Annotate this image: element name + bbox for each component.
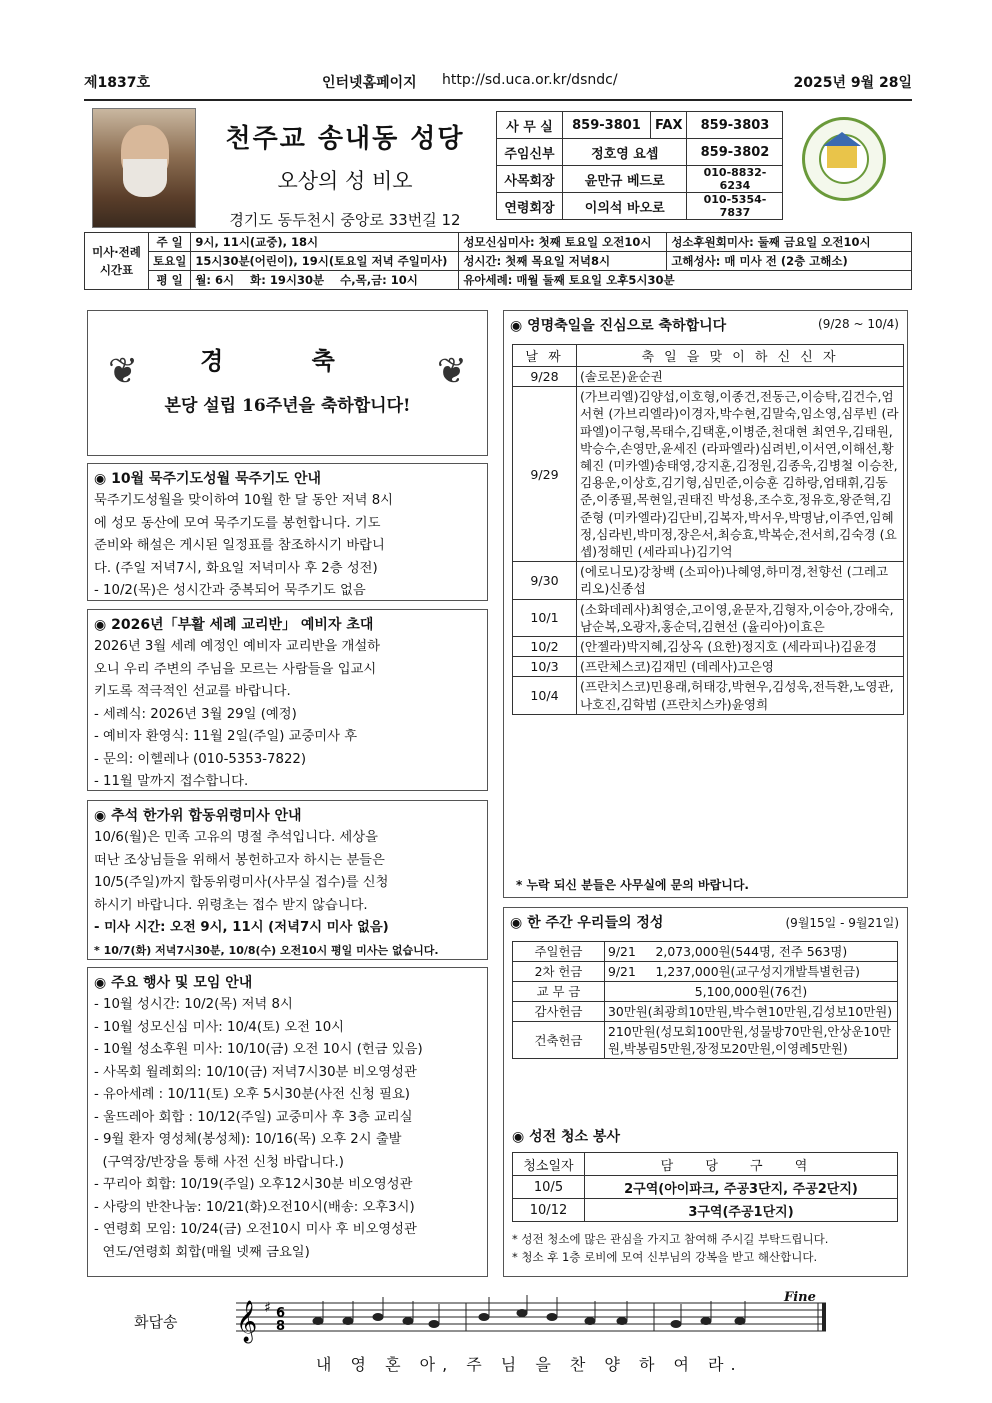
chuseok-notice [87, 800, 488, 960]
rosary-line: 에 성모 동산에 모여 묵주기도를 봉헌합니다. 기도 [94, 515, 381, 531]
rosary-body [88, 490, 487, 603]
offering-table [512, 941, 898, 1059]
chuseok-line: 10/5(주일)까지 합동위령미사(사무실 접수)를 신청 [94, 875, 389, 890]
issue-date: 2025년 9월 28일 [793, 75, 912, 91]
table-row [513, 562, 904, 599]
feast-names: (안젤라)박지혜,김상옥 (요한)정지호 (세라피나)김윤경 [577, 637, 904, 657]
pastor-label: 주임신부 [497, 139, 563, 166]
church-title-block [200, 118, 490, 230]
svg-text:♯: ♯ [264, 1300, 271, 1316]
fax-number: 859-3803 [687, 112, 783, 139]
table-row [513, 657, 904, 677]
cleaning-area: 2구역(아이파크, 주공3단지, 주공2단지) [585, 1176, 898, 1199]
event-item: - 사랑의 반찬나눔: 10/21(화)오전10시(배송: 오후3시) [94, 1199, 415, 1215]
cleaning-table [512, 1152, 898, 1222]
feast-names: (프란치스코)민용래,허태강,박현우,김성욱,전득환,노영관,나호진,김학범 (프란치스카)윤영희 [577, 677, 904, 714]
svg-text:6: 6 [276, 1306, 286, 1321]
cleaning-note: * 성전 청소에 많은 관심을 가지고 참여해 주시길 부탁드립니다. [512, 1232, 829, 1246]
portrait-beard [123, 159, 167, 197]
offering-label: 감사헌금 [513, 1002, 605, 1022]
feast-date: 10/1 [513, 599, 577, 636]
offering-title: ◉ 한 주간 우리들의 정성 [510, 915, 664, 931]
events-notice [87, 967, 488, 1277]
schedule-title: 미사·전례 시간표 [85, 233, 149, 290]
top-divider [84, 99, 912, 101]
cleaning-area: 3구역(주공1단지) [585, 1199, 898, 1222]
schedule-infant-baptism: 유아세례: 매월 둘째 토요일 오후5시30분 [459, 271, 912, 290]
event-item: - 10월 성모신심 미사: 10/4(토) 오전 10시 [94, 1019, 345, 1035]
cleaning-notes [512, 1230, 828, 1266]
events-title: ◉ 주요 행사 및 모임 안내 [94, 975, 253, 991]
floral-ornament-right-icon: ❦ [436, 351, 467, 392]
catechumen-line: - 세례식: 2026년 3월 29일 (예정) [94, 706, 297, 722]
event-item: 연도/연령회 회합(매월 넷째 금요일) [94, 1244, 310, 1260]
feast-date: 10/4 [513, 677, 577, 714]
schedule-vocation-mass: 성소후원회미사: 둘째 금요일 오전10시 [667, 233, 912, 252]
chuseok-note: * 10/7(화) 저녁7시30분, 10/8(수) 오전10시 평일 미사는 없습니다. [94, 943, 439, 957]
offering-value: 5,100,000원(76건) [605, 982, 898, 1002]
catechumen-line: - 11월 말까지 접수합니다. [94, 774, 249, 789]
event-item: - 10월 성소후원 미사: 10/10(금) 오전 10시 (헌금 있음) [94, 1042, 423, 1057]
rosary-title: ◉ 10월 묵주기도성월 묵주기도 안내 [94, 471, 322, 487]
chuseok-line: 떠난 조상님들을 위해서 봉헌하고자 하시는 분들은 [94, 852, 385, 868]
feast-names: (프란체스코)김재민 (데레사)고은영 [577, 657, 904, 677]
feast-date: 10/3 [513, 657, 577, 677]
catechumen-body [88, 636, 487, 794]
rosary-line: 다. (주일 저녁7시, 화요일 저녁미사 후 2층 성전) [94, 560, 378, 576]
chuseok-title: ◉ 추석 한가위 합동위령미사 안내 [94, 808, 302, 824]
offering-label: 주일헌금 [513, 942, 605, 962]
feast-names: (솔로몬)윤순권 [577, 367, 904, 387]
music-staff [230, 1295, 830, 1345]
fax-label: FAX [651, 112, 687, 139]
seal-house [827, 146, 857, 168]
table-row [513, 1022, 898, 1059]
catechumen-line: 키도록 적극적인 선교를 바랍니다. [94, 684, 291, 699]
offering-header [504, 908, 907, 934]
feast-date: 9/28 [513, 367, 577, 387]
table-row [513, 1199, 898, 1222]
offering-value: 30만원(최광희10만원,박수현10만원,김성보10만원) [605, 1002, 898, 1022]
issue-number: 제1837호 [84, 75, 151, 91]
patron-portrait [92, 108, 196, 228]
homepage-link[interactable]: http://sd.uca.or.kr/dsndc/ [442, 72, 618, 88]
rosary-line: - 10/2(목)은 성시간과 중복되어 묵주기도 없음 [94, 583, 366, 598]
schedule-holy-hour: 성시간: 첫째 목요일 저녁8시 [459, 252, 667, 271]
table-row [513, 1176, 898, 1199]
offering-value: 9/21 2,073,000원(544명, 전주 563명) [605, 942, 898, 962]
catechumen-line: - 문의: 이헬레나 (010-5353-7822) [94, 751, 307, 767]
cleaning-date: 10/12 [513, 1199, 585, 1222]
table-row [513, 942, 898, 962]
psalm-label: 화답송 [134, 1313, 178, 1331]
chuseok-body [88, 827, 487, 962]
table-row [513, 962, 898, 982]
catechumen-notice [87, 609, 488, 791]
feast-names: (에로니모)강창백 (소피아)나혜영,하미경,천향선 (그레고리오)신종섭 [577, 562, 904, 599]
catechumen-line: 2026년 3월 세례 예정인 예비자 교리반을 개설하 [94, 639, 381, 654]
event-item: - 유아세례 : 10/11(토) 오후 5시30분(사전 신청 필요) [94, 1087, 410, 1102]
cleaning-col-area: 담 당 구 역 [585, 1153, 898, 1176]
catechumen-line: - 예비자 환영식: 11월 2일(주일) 교중미사 후 [94, 729, 358, 744]
catechumen-line: 오니 우리 주변의 주님을 모르는 사람들을 입교시 [94, 661, 377, 677]
seal-roof [823, 132, 861, 146]
feast-col-names: 축 일 을 맞 이 하 신 신 자 [577, 345, 904, 367]
event-item: - 울뜨레아 회합 : 10/12(주일) 교중미사 후 3층 교리실 [94, 1109, 413, 1125]
weekday-times: 월: 6시 화: 19시30분 수,목,금: 10시 [191, 271, 459, 290]
cleaning-date: 10/5 [513, 1176, 585, 1199]
table-row [513, 982, 898, 1002]
svg-text:8: 8 [276, 1319, 286, 1334]
saturday-label: 토요일 [149, 252, 191, 271]
weekday-label: 평 일 [149, 271, 191, 290]
sunday-times: 9시, 11시(교중), 18시 [191, 233, 459, 252]
offering-value: 9/21 1,237,000원(교구성지개발특별헌금) [605, 962, 898, 982]
feast-date: 10/2 [513, 637, 577, 657]
event-item: - 꾸리아 회합: 10/19(주일) 오후12시30분 비오영성관 [94, 1177, 413, 1192]
council-label: 사목회장 [497, 166, 563, 193]
event-item: (구역장/반장을 통해 사전 신청 바랍니다.) [94, 1154, 344, 1170]
office-label: 사 무 실 [497, 112, 563, 139]
church-name: 천주교 송내동 성당 [225, 124, 465, 154]
feast-range: (9/28 ~ 10/4) [818, 317, 899, 331]
table-row [513, 637, 904, 657]
feast-table [512, 344, 904, 715]
feast-note: * 누락 되신 분들은 사무실에 문의 바랍니다. [516, 878, 749, 892]
parish-seal-logo [802, 117, 886, 201]
chuseok-mass-time: - 미사 시간: 오전 9시, 11시 (저녁7시 미사 없음) [94, 920, 389, 935]
table-row [513, 677, 904, 714]
council-phone: 010-8832-6234 [687, 166, 783, 193]
homepage-label: 인터넷홈페이지 [322, 75, 417, 91]
psalm-lyrics: 내 영 혼 아, 주 님 을 찬 양 하 여 라. [316, 1355, 743, 1374]
patron-name: 오상의 성 비오 [277, 169, 413, 193]
event-item: - 9월 환자 영성체(봉성체): 10/16(목) 오후 2시 출발 [94, 1132, 402, 1147]
offering-label: 건축헌금 [513, 1022, 605, 1059]
feast-date: 9/29 [513, 387, 577, 562]
council-name: 윤만규 베드로 [563, 166, 687, 193]
chuseok-line: 10/6(월)은 민족 고유의 명절 추석입니다. 세상을 [94, 830, 378, 845]
top-bar [84, 72, 912, 98]
feast-date: 9/30 [513, 562, 577, 599]
floral-ornament-left-icon: ❦ [108, 351, 139, 392]
church-address: 경기도 동두천시 중앙로 33번길 12 [229, 211, 461, 229]
offering-range: (9월15일 - 9월21일) [785, 916, 899, 930]
fine-mark: Fine [784, 1290, 816, 1305]
event-item: - 사목회 월례회의: 10/10(금) 저녁7시30분 비오영성관 [94, 1064, 417, 1080]
cleaning-col-date: 청소일자 [513, 1153, 585, 1176]
offering-value: 210만원(성모회100만원,성물방70만원,안상운10만원,박봉림5만원,장정모20만원,이영례5만원) [605, 1022, 898, 1059]
events-body [88, 994, 487, 1264]
table-row [513, 367, 904, 387]
saturday-times: 15시30분(어린이), 19시(토요일 저녁 주일미사) [191, 252, 459, 271]
feast-title: ◉ 영명축일을 진심으로 축하합니다 [510, 318, 727, 334]
feast-names: (가브리엘)김양섭,이호형,이종건,전동근,이승탁,김건수,엄서현 (가브리엘라)이경자,박수현,김말숙,임소영,심루빈 (라파엘)이구형,목태수,김택훈,이병준,천대현 최연우,김태원,박승수,손영만,윤세진 (라파엘라)심려빈,이서연,이해선,황혜진 (미카엘)송태영,강지훈,김정원,김종욱,김병철 이승찬,김용운,이상호,김기형,심민준,이승훈 김하랑,엄태휘,김동준,이종필,목현일,권태진 박성용,조수호,정유호,왕준혁,김준형 (미카엘라)김단비,김복자,박서우,박명남,이주연,임혜정,심라빈,박미정,장은서,최승효,박복순,전서희,김숙경 (요셉)정해민 (세라피나)김기억 [577, 387, 904, 562]
pastor-phone: 859-3802 [687, 139, 783, 166]
event-item: - 10월 성시간: 10/2(목) 저녁 8시 [94, 997, 293, 1012]
cleaning-title: ◉ 성전 청소 봉사 [512, 1129, 620, 1145]
pastor-name: 정호영 요셉 [563, 139, 687, 166]
cleaning-note: * 청소 후 1층 로비에 모여 신부님의 강복을 받고 해산합니다. [512, 1250, 818, 1264]
sunday-label: 주 일 [149, 233, 191, 252]
music-score [230, 1295, 830, 1345]
rosary-notice [87, 463, 488, 601]
congrats-title: 경 축 [200, 346, 375, 375]
catechumen-title: ◉ 2026년「부활 세례 교리반」 예비자 초대 [94, 617, 374, 633]
congratulations-box [87, 310, 488, 456]
feast-header [504, 311, 907, 337]
office-phone: 859-3801 [563, 112, 651, 139]
feast-names: (소화데레사)최영순,고이영,윤문자,김형자,이승아,강애숙,남순복,오광자,홍순덕,김현선 (율리아)이효은 [577, 599, 904, 636]
rosary-line: 묵주기도성월을 맞이하여 10월 한 달 동안 저녁 8시 [94, 493, 394, 508]
mass-schedule-table [84, 232, 912, 290]
event-item: - 연령회 모임: 10/24(금) 오전10시 미사 후 비오영성관 [94, 1222, 417, 1237]
elder-phone: 010-5354-7837 [687, 193, 783, 220]
rosary-line: 준비와 해설은 게시된 일정표를 참조하시기 바랍니 [94, 538, 385, 553]
offering-label: 교 무 금 [513, 982, 605, 1002]
table-row [513, 1002, 898, 1022]
elder-label: 연령회장 [497, 193, 563, 220]
offering-label: 2차 헌금 [513, 962, 605, 982]
svg-text:𝄞: 𝄞 [236, 1301, 258, 1342]
chuseok-line: 하시기 바랍니다. 위령초는 접수 받지 않습니다. [94, 897, 368, 913]
contact-table [496, 111, 783, 220]
feast-col-date: 날 짜 [513, 345, 577, 367]
table-row [513, 387, 904, 562]
schedule-confession: 고해성사: 매 미사 전 (2층 고해소) [667, 252, 912, 271]
congrats-message: 본당 설립 16주년을 축하합니다! [164, 396, 411, 416]
elder-name: 이의석 바오로 [563, 193, 687, 220]
table-row [513, 599, 904, 636]
schedule-marian-mass: 성모신심미사: 첫째 토요일 오전10시 [459, 233, 667, 252]
